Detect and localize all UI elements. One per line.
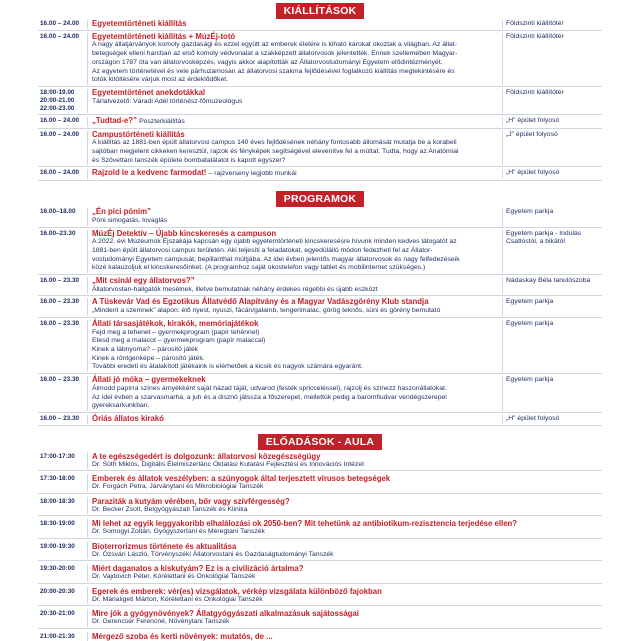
location: Egyetem parkja <box>506 376 554 384</box>
description-line: Póni simogatás, lovaglás <box>92 216 168 224</box>
location: Nádaskay Béla tanulószoba <box>506 277 591 285</box>
location: „J” épület folyosó <box>506 130 558 138</box>
speaker: Dr. Gerencsér Ferencné, Növénytani Tanszék <box>92 618 230 626</box>
program-row <box>38 87 602 115</box>
speaker: Dr. Márialigeti Márton, Kórélettani és Onkológiai Tanszék <box>92 595 263 603</box>
description-line: A 2022. évi Múzeumok Éjszakája kapcsán egy újabb egyetemtörténeti kincskeresésre hívunk minden kedves látogatót az <box>92 238 457 246</box>
title-text: „Tudtad-e?” <box>92 115 137 125</box>
time-range: 16.00 – 24.00 <box>40 169 80 177</box>
time-cell <box>38 376 88 411</box>
lecture-title <box>92 632 602 641</box>
lecture-title <box>92 564 602 573</box>
location: „H” épület folyosó <box>506 169 560 177</box>
program-cell <box>88 131 502 166</box>
program-title <box>92 33 502 42</box>
program-title <box>92 20 502 29</box>
section-header-exhibitions <box>38 2 602 18</box>
description-line: „Mindent a szemnek” alapon: élő nyest, nyuszi, fácán/galamb, tengerimalac, görög teknős, süni és görény bemutató <box>92 307 441 315</box>
time-cell <box>38 33 88 85</box>
title-suffix: – rajzverseny legjobb munkái <box>208 170 297 178</box>
lecture-title <box>92 497 602 506</box>
time-range: 16.00 – 24.00 <box>40 116 80 124</box>
location-cell <box>502 117 602 127</box>
title-text: Paraziták a kutyám vérében, bőr vagy szívférgesség? <box>92 496 290 506</box>
time-cell <box>38 277 88 294</box>
description-line: Az egyetem történetével és vele párhuzamosan az állatorvosi szakma fejlődésével foglalkozó kiállítás megtekintésére és <box>92 67 455 75</box>
time-range: 17:30-18:00 <box>40 475 75 483</box>
speaker: Dr. Somogyi Zoltán, Gyógyszertani és Méregtani Tanszék <box>92 528 265 536</box>
location-cell <box>502 169 602 179</box>
description-line: totók kitöltésére várjuk most az érdeklődőket. <box>92 76 229 84</box>
time-cell <box>38 117 88 127</box>
time-cell <box>38 519 88 537</box>
program-cell <box>88 33 502 85</box>
lecture-row <box>38 516 602 539</box>
location-cell <box>502 33 602 85</box>
lecture-row <box>38 584 602 607</box>
title-text: Mi lehet az egyik leggyakoribb elhalálozási ok 2050-ben? Mit tehetünk az antibiotikum-rezisztencia terjedése ellen? <box>92 519 518 529</box>
description-line: Fejd meg a tehenet – gyermekprogram (papír tehénnel) <box>92 328 260 336</box>
location-cell <box>502 89 602 113</box>
description-line: betegségek elleni harcban az első komoly védvonalat a szakképzett állatorvosok jelentették. Ennek szellemében Magyar- <box>92 50 458 58</box>
program-cell <box>88 320 502 372</box>
program-cell <box>88 20 502 29</box>
time-cell <box>38 415 88 424</box>
time-cell <box>38 20 88 29</box>
program-title <box>92 117 502 127</box>
program-cell <box>88 208 502 225</box>
description-line: sajtóban megjelent cikkeken keresztül, rajzok és fényképek segítségével elevenítve fel a múltat. Tudta, hogy az Anatómiai <box>92 148 459 156</box>
program-cell <box>88 298 502 315</box>
program-cell <box>88 117 502 127</box>
title-text: A te egészségedért is dolgozunk: állatorvosi közegészségügy <box>92 451 321 461</box>
lecture-title <box>92 474 602 483</box>
location: Egyetem parkja <box>506 319 554 327</box>
program-cell <box>88 415 502 424</box>
lecture-title <box>92 587 602 596</box>
lecture-row <box>38 471 602 494</box>
description-line: és Szövettani tanszék épülete bombatalálatot is kapott egyszer? <box>92 156 286 164</box>
lecture-cell <box>88 542 602 560</box>
lecture-row <box>38 449 602 472</box>
lecture-title <box>92 609 602 618</box>
title-suffix: Poszterkiállítás <box>139 117 185 125</box>
program-title <box>92 230 502 239</box>
time-cell <box>38 474 88 492</box>
time-range: 16.00 – 24.00 <box>40 32 80 40</box>
time-range: 16.00 – 23.30 <box>40 376 80 384</box>
time-range: 21:00-21:30 <box>40 632 75 640</box>
lecture-title <box>92 452 602 461</box>
description-line: vostudományi Egyetem campusát, bepillanthat múltjába. Az idei évben jelentős magyar állatorvosok és nagy felfedezéseik <box>92 255 460 263</box>
location-cell <box>502 208 602 225</box>
time-range: 16.00 – 23.30 <box>40 277 80 285</box>
location-cell <box>502 277 602 294</box>
description-line: Az idei évben a szarvasmarha, a juh és a disznó játssza a főszerepet, mellettük pedig a baromfiudvar vendégszerepel <box>92 393 447 401</box>
lecture-title <box>92 542 602 551</box>
program-title <box>92 415 502 424</box>
program-cell <box>88 169 502 179</box>
description-line: A nagy állatjárványok komoly gazdasági és ezzel együtt az emberek életére is kiható károkat okoztak a világban. Az állat- <box>92 41 457 49</box>
program-row <box>38 31 602 87</box>
time-cell <box>38 89 88 113</box>
speaker: Dr. Ózsvári László, Törvényszéki Állatorvostani és Gazdaságtudományi Tanszék <box>92 550 334 558</box>
description-line: Kinek a lábnyoma? – párosító játék <box>92 345 199 353</box>
time-range: 16.00–23.30 <box>40 229 76 237</box>
title-text: Óriás állatos kirakó <box>92 413 164 423</box>
program-row <box>38 228 602 276</box>
location: Egyetem parkja - Indulás <box>506 229 582 237</box>
title-text: Mire jók a gyógynövények? Állatgyógyászati alkalmazásuk sajátosságai <box>92 609 359 619</box>
title-text: Campustörténeti kiállítás <box>92 129 185 139</box>
time-range: 16.00 – 24.00 <box>40 130 80 138</box>
title-text: Egyetemtörténet anekdotákkal <box>92 87 206 97</box>
program-row <box>38 318 602 374</box>
lecture-row <box>38 629 602 641</box>
program-title <box>92 277 502 286</box>
program-title <box>92 298 502 307</box>
program-row <box>38 413 602 426</box>
program-title <box>92 89 502 98</box>
section-title-exhibitions: KIÁLLÍTÁSOK <box>276 3 365 19</box>
time-range: 16.00 – 23.30 <box>40 298 80 306</box>
title-text: Rajzold le a kedvenc farmodat! <box>92 168 207 178</box>
title-text: „Mit csinál egy állatorvos?” <box>92 276 195 286</box>
location-cell <box>502 131 602 166</box>
location: Földszinti kiállítótér <box>506 20 564 27</box>
time-range: 16.00–18.00 <box>40 208 76 216</box>
program-title <box>92 320 502 329</box>
program-cell <box>88 277 502 294</box>
title-text: Miért daganatos a kiskutyám? Ez is a civilizáció ártalma? <box>92 564 304 574</box>
title-text: Emberek és állatok veszélyben: a szúnyogok által terjesztett vírusos betegségek <box>92 474 391 484</box>
lecture-row <box>38 494 602 517</box>
location: Egyetem parkja <box>506 208 554 216</box>
program-row <box>38 374 602 413</box>
description-line: gyereksarkunkban. <box>92 402 150 410</box>
lecture-cell <box>88 564 602 582</box>
title-text: Bioterrorizmus története és aktualitása <box>92 541 237 551</box>
description-line: Állatorvostan-hallgatók mesélnek, illetve bemutatnak néhány érdekes régebbi és újabb eszközt <box>92 285 378 293</box>
lecture-row <box>38 606 602 629</box>
time-cell <box>38 564 88 582</box>
location-cell <box>502 415 602 424</box>
lecture-cell <box>88 497 602 515</box>
section-header-lectures <box>38 433 602 449</box>
lecture-cell <box>88 519 602 537</box>
time-cell <box>38 452 88 470</box>
program-title <box>92 169 502 179</box>
location: „H” épület folyosó <box>506 414 560 422</box>
program-row <box>38 115 602 129</box>
time-cell <box>38 320 88 372</box>
speaker: Dr. Forgách Petra, Járványtani és Mikrobiológiai Tanszék <box>92 483 264 491</box>
program-title <box>92 131 502 140</box>
time-range: 20:00-21.00 <box>40 96 75 104</box>
programs-table <box>38 206 602 425</box>
program-row <box>38 296 602 317</box>
time-cell <box>38 208 88 225</box>
speaker: Dr. Becker Zsolt, Belgyógyászati Tanszék és Klinika <box>92 505 248 513</box>
time-range: 18:00-19.00 <box>40 88 75 96</box>
program-row <box>38 18 602 31</box>
title-text: MúzÉj Detektív – Újabb kincskeresés a campuson <box>92 228 277 238</box>
title-text: A Tüskevár Vad és Egzotikus Állatvédő Alapítvány és a Magyar Vadászgörény Klub standja <box>92 297 429 307</box>
location: Földszinti kiállítótér <box>506 32 564 40</box>
program-row <box>38 206 602 227</box>
time-cell <box>38 230 88 274</box>
location-cell <box>502 20 602 29</box>
location-cell <box>502 376 602 411</box>
lecture-cell <box>88 632 602 641</box>
location-cell <box>502 298 602 315</box>
section-header-programs <box>38 190 602 206</box>
title-text: Mérgező szoba és kerti növények: mutatós, de ... <box>92 631 273 641</box>
program-cell <box>88 230 502 274</box>
program-title <box>92 208 502 217</box>
time-cell <box>38 131 88 166</box>
title-text: Állati jó móka – gyermekeknek <box>92 375 206 385</box>
program-cell <box>88 376 502 411</box>
description-line: Tárlatvezető: Váradi Adél történész-főmuzeológus <box>92 97 243 105</box>
location: Földszinti kiállítótér <box>506 88 564 96</box>
lecture-row <box>38 561 602 584</box>
title-text: Állati társasjátékok, kirakók, memóriajátékok <box>92 318 259 328</box>
lecture-title <box>92 519 602 528</box>
title-text: Egyetemtörténeti kiállítás <box>92 19 187 28</box>
lecture-row <box>38 539 602 562</box>
section-title-programs: PROGRAMOK <box>276 191 364 207</box>
lectures-table <box>38 449 602 641</box>
location-cell <box>502 320 602 372</box>
description-line: Kinek a röntgenképe – párosító játék. <box>92 354 205 362</box>
time-cell <box>38 632 88 641</box>
time-range: 19:00-19:30 <box>40 542 75 550</box>
location-cell <box>502 230 602 274</box>
description-line: Álmodd papírra színes árnyékként saját házad táját, udvarod (festék spricceléssel), rajzolj és színezz haszonállatokat. <box>92 384 447 392</box>
description-line: országon 1787 óta van állatorvosképzés, vagyis akkor alapították az Állatorvostudományi Egyetem elődintézményét. <box>92 58 443 66</box>
location: „H” épület folyosó <box>506 116 560 124</box>
description-line: közé kalauzoljuk el kincskeresőinket. (A programhoz saját okostelefon vagy tablet és mobilinternet szükséges.) <box>92 264 426 272</box>
time-cell <box>38 298 88 315</box>
title-text: „Én pici póním” <box>92 207 151 217</box>
time-cell <box>38 497 88 515</box>
time-cell <box>38 542 88 560</box>
program-title <box>92 376 502 385</box>
time-cell <box>38 169 88 179</box>
description-line: 1881-ben épült állatorvosi campus területén. Aki teljesíti a feladatokat, egyedülálló módon fedezheti fel az Állator- <box>92 246 433 254</box>
description-line: A kiállítás az 1881-ben épült állatorvosi campus 140 éves fejlődésének néhány fontosabb állomását mutatja be a korabeli <box>92 139 457 147</box>
location: Csatlóstól, a bikától <box>506 238 565 246</box>
time-range: 22:00-23.00 <box>40 104 75 112</box>
program-row <box>38 129 602 168</box>
program-row <box>38 275 602 296</box>
time-range: 16.00 – 24.00 <box>40 20 80 27</box>
time-range: 19:30-20:00 <box>40 565 75 573</box>
time-range: 17:00-17:30 <box>40 452 75 460</box>
time-cell <box>38 609 88 627</box>
exhibitions-table <box>38 18 602 181</box>
time-range: 18:30-19:00 <box>40 520 75 528</box>
time-range: 18:00-18:30 <box>40 497 75 505</box>
speaker: Dr. Süth Miklós, Digitális Élelmiszerlánc Oktatási Kutatási Fejlesztési és Innovációs Intézet <box>92 460 364 468</box>
program-cell <box>88 89 502 113</box>
description-line: További eredeti és átalakított játékaink is elérhetőek a kicsik és nagyok számára egyaránt. <box>92 363 363 371</box>
time-range: 16.00 – 23.30 <box>40 319 80 327</box>
description-line: Etesd meg a malacot – gyermekprogram (papír malaccal) <box>92 337 266 345</box>
time-range: 16.00 – 23.30 <box>40 414 80 422</box>
title-text: Egyetemtörténeti kiállítás + MúzÉj-totó <box>92 31 236 41</box>
lecture-cell <box>88 587 602 605</box>
title-text: Egerek és emberek: vér(es) vizsgálatok, vérkép vizsgálata különböző fajokban <box>92 586 382 596</box>
lecture-cell <box>88 474 602 492</box>
time-range: 20:00-20:30 <box>40 587 75 595</box>
time-cell <box>38 587 88 605</box>
lecture-cell <box>88 609 602 627</box>
lecture-cell <box>88 452 602 470</box>
location: Egyetem parkja <box>506 298 554 306</box>
section-title-lectures: ELŐADÁSOK - AULA <box>258 434 382 450</box>
speaker: Dr. Vajdovich Péter, Kórélettani és Onkológiai Tanszék <box>92 573 256 581</box>
program-row <box>38 167 602 181</box>
time-range: 20:30-21:00 <box>40 610 75 618</box>
